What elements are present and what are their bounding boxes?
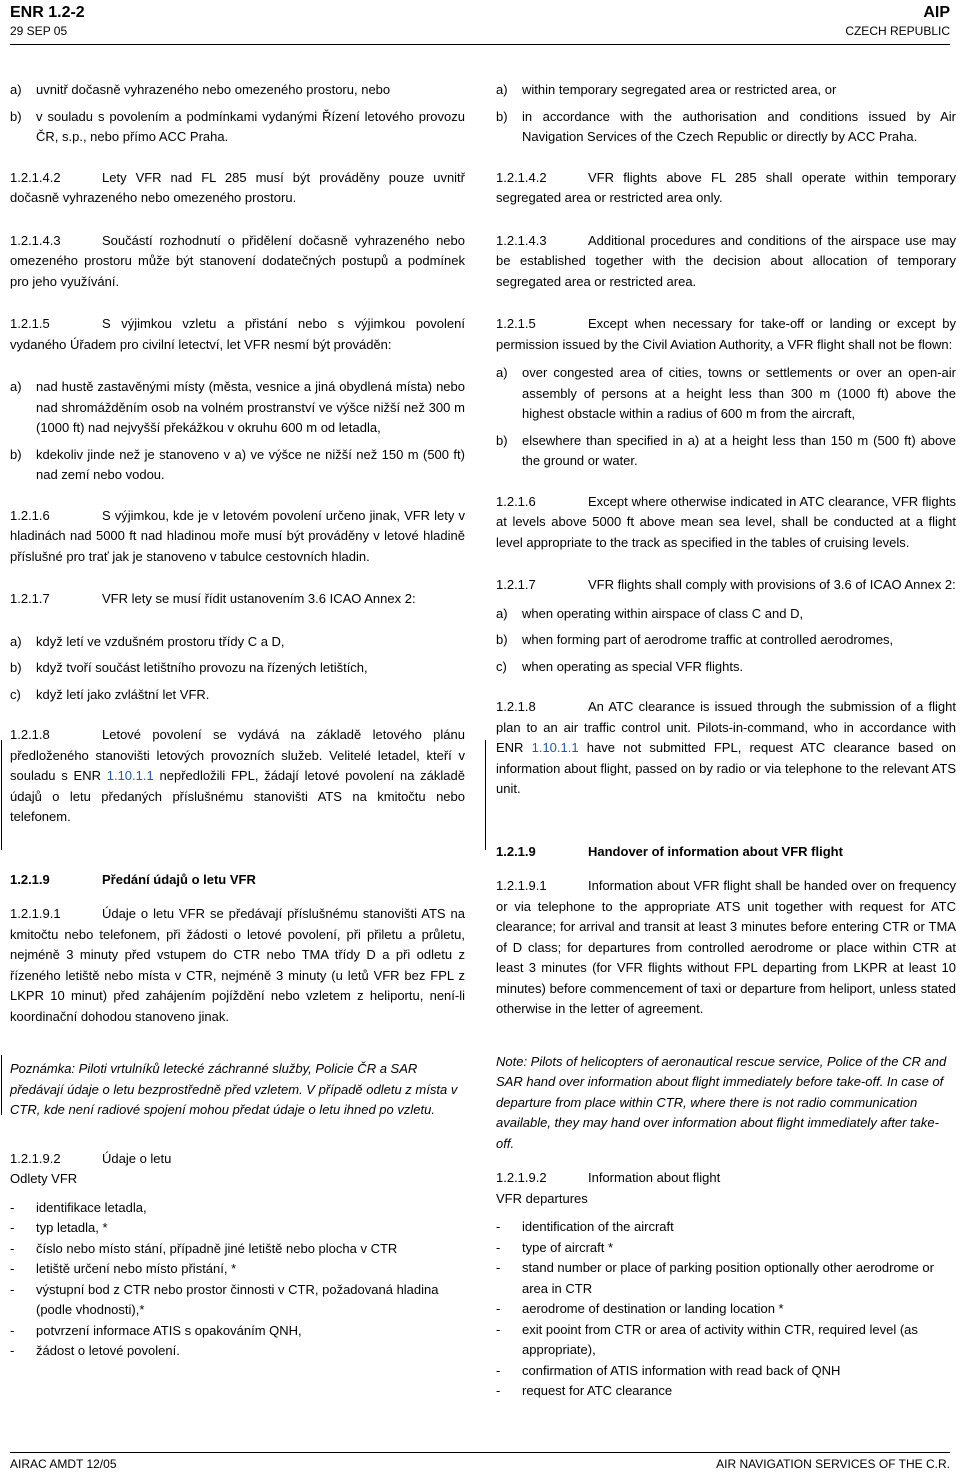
list-marker: b) [10, 108, 22, 124]
section-heading-1-2-1-9 [10, 870, 465, 891]
change-bar [485, 740, 486, 850]
paragraph-number: 1.2.1.7 [10, 591, 50, 606]
list-text: over congested area of cities, towns or settlements or over an open-air assembly of persons at a height less than 300 m (1000 ft) above the highest obstacle within a radius of 600 m from the aircraft, [522, 365, 956, 421]
dash-item [10, 1280, 465, 1321]
list-marker: b) [496, 432, 508, 448]
paragraph-text: Additional procedures and conditions of the airspace use may be established together with the decision about allocation of temporary segregated area or restricted area. [496, 232, 956, 289]
list-marker: b) [496, 108, 508, 124]
doc-reference: ENR 1.2-2 [10, 4, 85, 21]
paragraph-text: Except where otherwise indicated in ATC clearance, VFR flights at levels above 5000 ft above mean sea level, shall be conducted at a flight level appropriate to the track as specified in the tables of cruising levels. [496, 493, 956, 550]
enr-reference-link[interactable]: 1.10.1.1 [106, 768, 154, 783]
list-item [10, 80, 465, 101]
list-marker: a) [10, 379, 22, 394]
list-item [10, 685, 465, 706]
list-marker: b) [10, 660, 22, 675]
list-marker: a) [10, 82, 22, 97]
paragraph-1-2-1-5 [496, 314, 956, 355]
list-item [496, 431, 956, 472]
header-left [10, 4, 85, 40]
list-text: když letí ve vzdušném prostoru třídy C a D, [36, 633, 285, 649]
paragraph-1-2-1-9-1 [10, 904, 465, 1027]
dash-text: identification of the aircraft [522, 1219, 674, 1234]
paragraph-number: 1.2.1.4.2 [496, 169, 547, 185]
country-name: CZECH REPUBLIC [845, 24, 950, 38]
paragraph-text: An ATC clearance is issued through the submission of a flight plan to an air traffic control unit. Pilots-in-command, who in accordance with ENR [496, 699, 956, 755]
list-item [496, 604, 956, 625]
list-text: when forming part of aerodrome traffic at controlled aerodromes, [522, 632, 894, 647]
dash-item [496, 1258, 956, 1299]
paragraph-text: Except when necessary for take-off or landing or except by permission issued by the Civil Aviation Authority, a VFR flight shall not be flown: [496, 316, 956, 352]
change-bar [1, 740, 2, 850]
paragraph-1-2-1-4-3 [10, 231, 465, 293]
list-text: within temporary segregated area or restricted area, or [522, 82, 837, 97]
list-text: v souladu s povolením a podmínkami vydanými Řízení letového provozu ČR, s.p., nebo přímo ACC Praha. [36, 108, 465, 144]
paragraph-1-2-1-4-2 [10, 168, 465, 209]
dash-text: type of aircraft * [522, 1239, 614, 1255]
dash-marker: - [10, 1240, 15, 1256]
list-text: když letí jako zvláštní let VFR. [36, 686, 210, 702]
note: Note: Pilots of helicopters of aeronautical rescue service, Police of the CR and SAR hand over information about flight immediately before take-off. In case of departure from place within CTR, where there is not radio communication available, they may hand over information about flight immediately after take-off. [496, 1053, 947, 1151]
paragraph-1-2-1-4-2 [496, 168, 956, 209]
paragraph-text: S výjimkou vzletu a přistání nebo s výjimkou povolení vydaného Úřadem pro civilní letectví, let VFR nesmí být prováděn: [10, 316, 465, 352]
footer-publisher: AIR NAVIGATION SERVICES OF THE C.R. [716, 1457, 950, 1471]
list-text: když tvoří součást letištního provozu na řízených letištích, [36, 660, 368, 675]
list-item [496, 363, 956, 425]
paragraph-text: Letové povolení se vydává na základě letového plánu předloženého stanovišti letových provozních služeb. Velitelé letadel, kteří v souladu s ENR [10, 727, 465, 783]
dash-text: identifikace letadla, [36, 1199, 147, 1215]
dash-item [496, 1320, 956, 1361]
paragraph-text: have not submitted FPL, request ATC clearance based on information about flight, passed on by radio or via telephone to the relevant ATS unit. [496, 740, 956, 796]
enr-reference-link[interactable]: 1.10.1.1 [531, 740, 579, 755]
list-text: kdekoliv jinde než je stanoveno v a) ve výšce ne nižší než 150 m (500 ft) nad zemí nebo vodou. [36, 446, 465, 482]
dash-item [10, 1239, 465, 1260]
header-divider [10, 44, 950, 45]
subheading-departures: VFR departures [496, 1190, 588, 1206]
list-marker: a) [496, 365, 508, 380]
paragraph-text: Information about VFR flight shall be handed over on frequency or via telephone to the appropriate ATS unit together with request for ATC clearance; for arrival and transit at least 3 minutes before entering CTR or TMA of D class; for departures from controlled aerodrome or place within CTR at least 3 minutes (for VFR flights without FPL departing from LKPR at least 10 minutes) before commencement of taxi or departure from heliport, unless stated otherwise in the letter of agreement. [496, 878, 956, 1016]
paragraph-number: 1.2.1.9.2 [496, 1170, 547, 1185]
dash-text: potvrzení informace ATIS s opakováním QNH, [36, 1322, 302, 1338]
paragraph-1-2-1-4-3 [496, 231, 956, 293]
list-marker: a) [496, 605, 508, 621]
column-czech [10, 80, 465, 1362]
paragraph-1-2-1-8 [10, 725, 465, 828]
paragraph-text: Lety VFR nad FL 285 musí být prováděny pouze uvnitř dočasně vyhrazeného nebo omezeného prostoru. [10, 169, 465, 205]
dash-marker: - [496, 1239, 501, 1255]
dash-marker: - [496, 1321, 501, 1337]
list-item [10, 658, 465, 679]
paragraph-number: 1.2.1.5 [496, 316, 536, 331]
list-item [10, 107, 465, 148]
list-item [496, 630, 956, 651]
list-marker: b) [496, 632, 508, 647]
dash-marker: - [10, 1322, 15, 1338]
dash-text: confirmation of ATIS information with read back of QNH [522, 1362, 841, 1378]
footer-amendment: AIRAC AMDT 12/05 [10, 1457, 117, 1471]
dash-marker: - [496, 1383, 501, 1398]
dash-item [496, 1217, 956, 1238]
paragraph-number: 1.2.1.5 [10, 316, 50, 331]
dash-marker: - [10, 1220, 15, 1235]
dash-item [10, 1198, 465, 1219]
paragraph-text: S výjimkou, kde je v letovém povolení určeno jinak, VFR lety v hladinách nad 5000 ft nad hladinou moře musí být prováděny v letové hladině příslušné pro trať jak je stanoveno v tabulce cestovních hladin. [10, 507, 465, 564]
section-number: 1.2.1.9 [496, 843, 536, 859]
paragraph-1-2-1-7 [10, 589, 465, 610]
list-marker: a) [10, 633, 22, 649]
dash-text: request for ATC clearance [522, 1383, 673, 1398]
dash-item [496, 1238, 956, 1259]
paragraph-1-2-1-5 [10, 314, 465, 355]
paragraph-number: 1.2.1.7 [496, 577, 536, 592]
paragraph-number: 1.2.1.9.2 [10, 1150, 61, 1166]
list-marker: c) [496, 658, 507, 674]
list-text: nad hustě zastavěnými místy (města, vesnice a jiná obydlená místa) nebo nad shromážděním osob na volném prostranství ve výšce nižší než 300 m (1000 ft) nad nejvyšší překážkou v okruhu 600 m od letadla, [36, 379, 465, 435]
dash-item [10, 1218, 465, 1239]
dash-item [496, 1361, 956, 1382]
dash-marker: - [496, 1362, 501, 1378]
dash-text: stand number or place of parking position optionally other aerodrome or area in CTR [522, 1260, 934, 1296]
list-item [10, 445, 465, 486]
note: Poznámka: Piloti vrtulníků letecké záchranné služby, Policie ČR a SAR předávají údaje o letu bezprostředně před vzletem. V případě odletu z místa v CTR, kde není radiové spojení mohou předat údaje o letu ihned po vzletu. [10, 1061, 458, 1117]
paragraph-text: Součástí rozhodnutí o přidělení dočasně vyhrazeného nebo omezeného prostoru může být stanovení dodatečných postupů a podmínek pro jeho využívání. [10, 232, 465, 289]
dash-marker: - [10, 1343, 15, 1358]
paragraph-1-2-1-9-1 [496, 876, 956, 1020]
paragraph-number: 1.2.1.6 [496, 493, 536, 509]
paragraph-number: 1.2.1.9.1 [496, 878, 547, 893]
paragraph-number: 1.2.1.9.1 [10, 906, 61, 921]
subheading-departures: Odlety VFR [10, 1171, 78, 1186]
list-item [10, 632, 465, 653]
dash-text: žádost o letové povolení. [36, 1343, 180, 1358]
footer-divider [10, 1452, 950, 1453]
paragraph-text: nepředložili FPL, žádají letové povolení na základě údajů o letu předaných příslušnému stanovišti ATS na kmitočtu nebo telefonem. [10, 768, 465, 824]
dash-text: letiště určení nebo místo přistání, * [36, 1261, 237, 1276]
section-title: Předání údajů o letu VFR [102, 871, 256, 887]
paragraph-number: 1.2.1.8 [496, 699, 536, 714]
paragraph-number: 1.2.1.8 [10, 727, 50, 742]
list-text: in accordance with the authorisation and conditions issued by Air Navigation Services of the Czech Republic or directly by ACC Praha. [522, 108, 956, 144]
paragraph-text: VFR lety se musí řídit ustanovením 3.6 ICAO Annex 2: [102, 591, 416, 606]
list-item [496, 657, 956, 678]
paragraph-number: 1.2.1.4.3 [496, 232, 547, 248]
paragraph-text: Information about flight [588, 1170, 721, 1185]
paragraph-number: 1.2.1.4.3 [10, 232, 61, 248]
dash-text: číslo nebo místo stání, případně jiné letiště nebo plocha v CTR [36, 1240, 398, 1256]
dash-marker: - [10, 1199, 15, 1215]
paragraph-text: VFR flights above FL 285 shall operate within temporary segregated area or restricted area only. [496, 169, 956, 205]
paragraph-1-2-1-9-2 [496, 1168, 956, 1189]
dash-item [496, 1299, 956, 1320]
effective-date: 29 SEP 05 [10, 24, 68, 38]
paragraph-1-2-1-6 [10, 506, 465, 568]
dash-marker: - [496, 1219, 501, 1234]
list-text: when operating within airspace of class C and D, [522, 605, 804, 621]
list-text: uvnitř dočasně vyhrazeného nebo omezeného prostoru, nebo [36, 82, 391, 97]
paragraph-text: Údaje o letu [102, 1150, 172, 1166]
list-text: when operating as special VFR flights. [522, 658, 744, 674]
dash-item [10, 1341, 465, 1362]
section-heading-1-2-1-9 [496, 842, 956, 863]
dash-item [10, 1259, 465, 1280]
paragraph-1-2-1-7 [496, 575, 956, 596]
dash-item [10, 1321, 465, 1342]
paragraph-text: Údaje o letu VFR se předávají příslušnému stanovišti ATS na kmitočtu nebo telefonem, při žádosti o letové povolení, při přiletu a průletu, nejméně 3 minuty před vstupem do CTR nebo TMA třídy D a při odletu z řízeného letiště nebo místa v CTR, nejméně 3 minuty (u letů VFR bez FPL z LKPR 10 minut) před zahájením pojíždění nebo vzletem z heliportu, není-li koordinační dohodou stanoveno jinak. [10, 906, 465, 1024]
paragraph-number: 1.2.1.4.2 [10, 169, 61, 185]
paragraph-text: VFR flights shall comply with provisions of 3.6 of ICAO Annex 2: [588, 577, 956, 592]
section-number: 1.2.1.9 [10, 871, 50, 887]
dash-text: exit pooint from CTR or area of activity within CTR, required level (as appropriate), [522, 1321, 918, 1357]
section-title: Handover of information about VFR flight [588, 843, 843, 859]
list-item [496, 107, 956, 148]
dash-item [496, 1381, 956, 1402]
dash-text: aerodrome of destination or landing location * [522, 1301, 784, 1316]
list-marker: c) [10, 686, 21, 702]
header-right [845, 4, 950, 40]
list-marker: b) [10, 446, 22, 462]
dash-marker: - [10, 1261, 15, 1276]
dash-marker: - [496, 1260, 501, 1275]
dash-text: výstupní bod z CTR nebo prostor činnosti v CTR, požadovaná hladina (podle vhodnosti),* [36, 1281, 439, 1317]
list-text: elsewhere than specified in a) at a height less than 150 m (500 ft) above the ground or water. [522, 432, 956, 468]
list-item [10, 377, 465, 439]
change-bar [1, 1055, 2, 1115]
dash-marker: - [496, 1301, 501, 1316]
list-item [496, 80, 956, 101]
list-marker: a) [496, 82, 508, 97]
dash-marker: - [10, 1281, 15, 1297]
column-english [496, 80, 956, 1402]
publication-name: AIP [923, 4, 950, 21]
dash-text: typ letadla, * [36, 1220, 108, 1235]
paragraph-1-2-1-8 [496, 697, 956, 800]
paragraph-1-2-1-6 [496, 492, 956, 554]
paragraph-1-2-1-9-2 [10, 1149, 465, 1170]
paragraph-number: 1.2.1.6 [10, 507, 50, 523]
